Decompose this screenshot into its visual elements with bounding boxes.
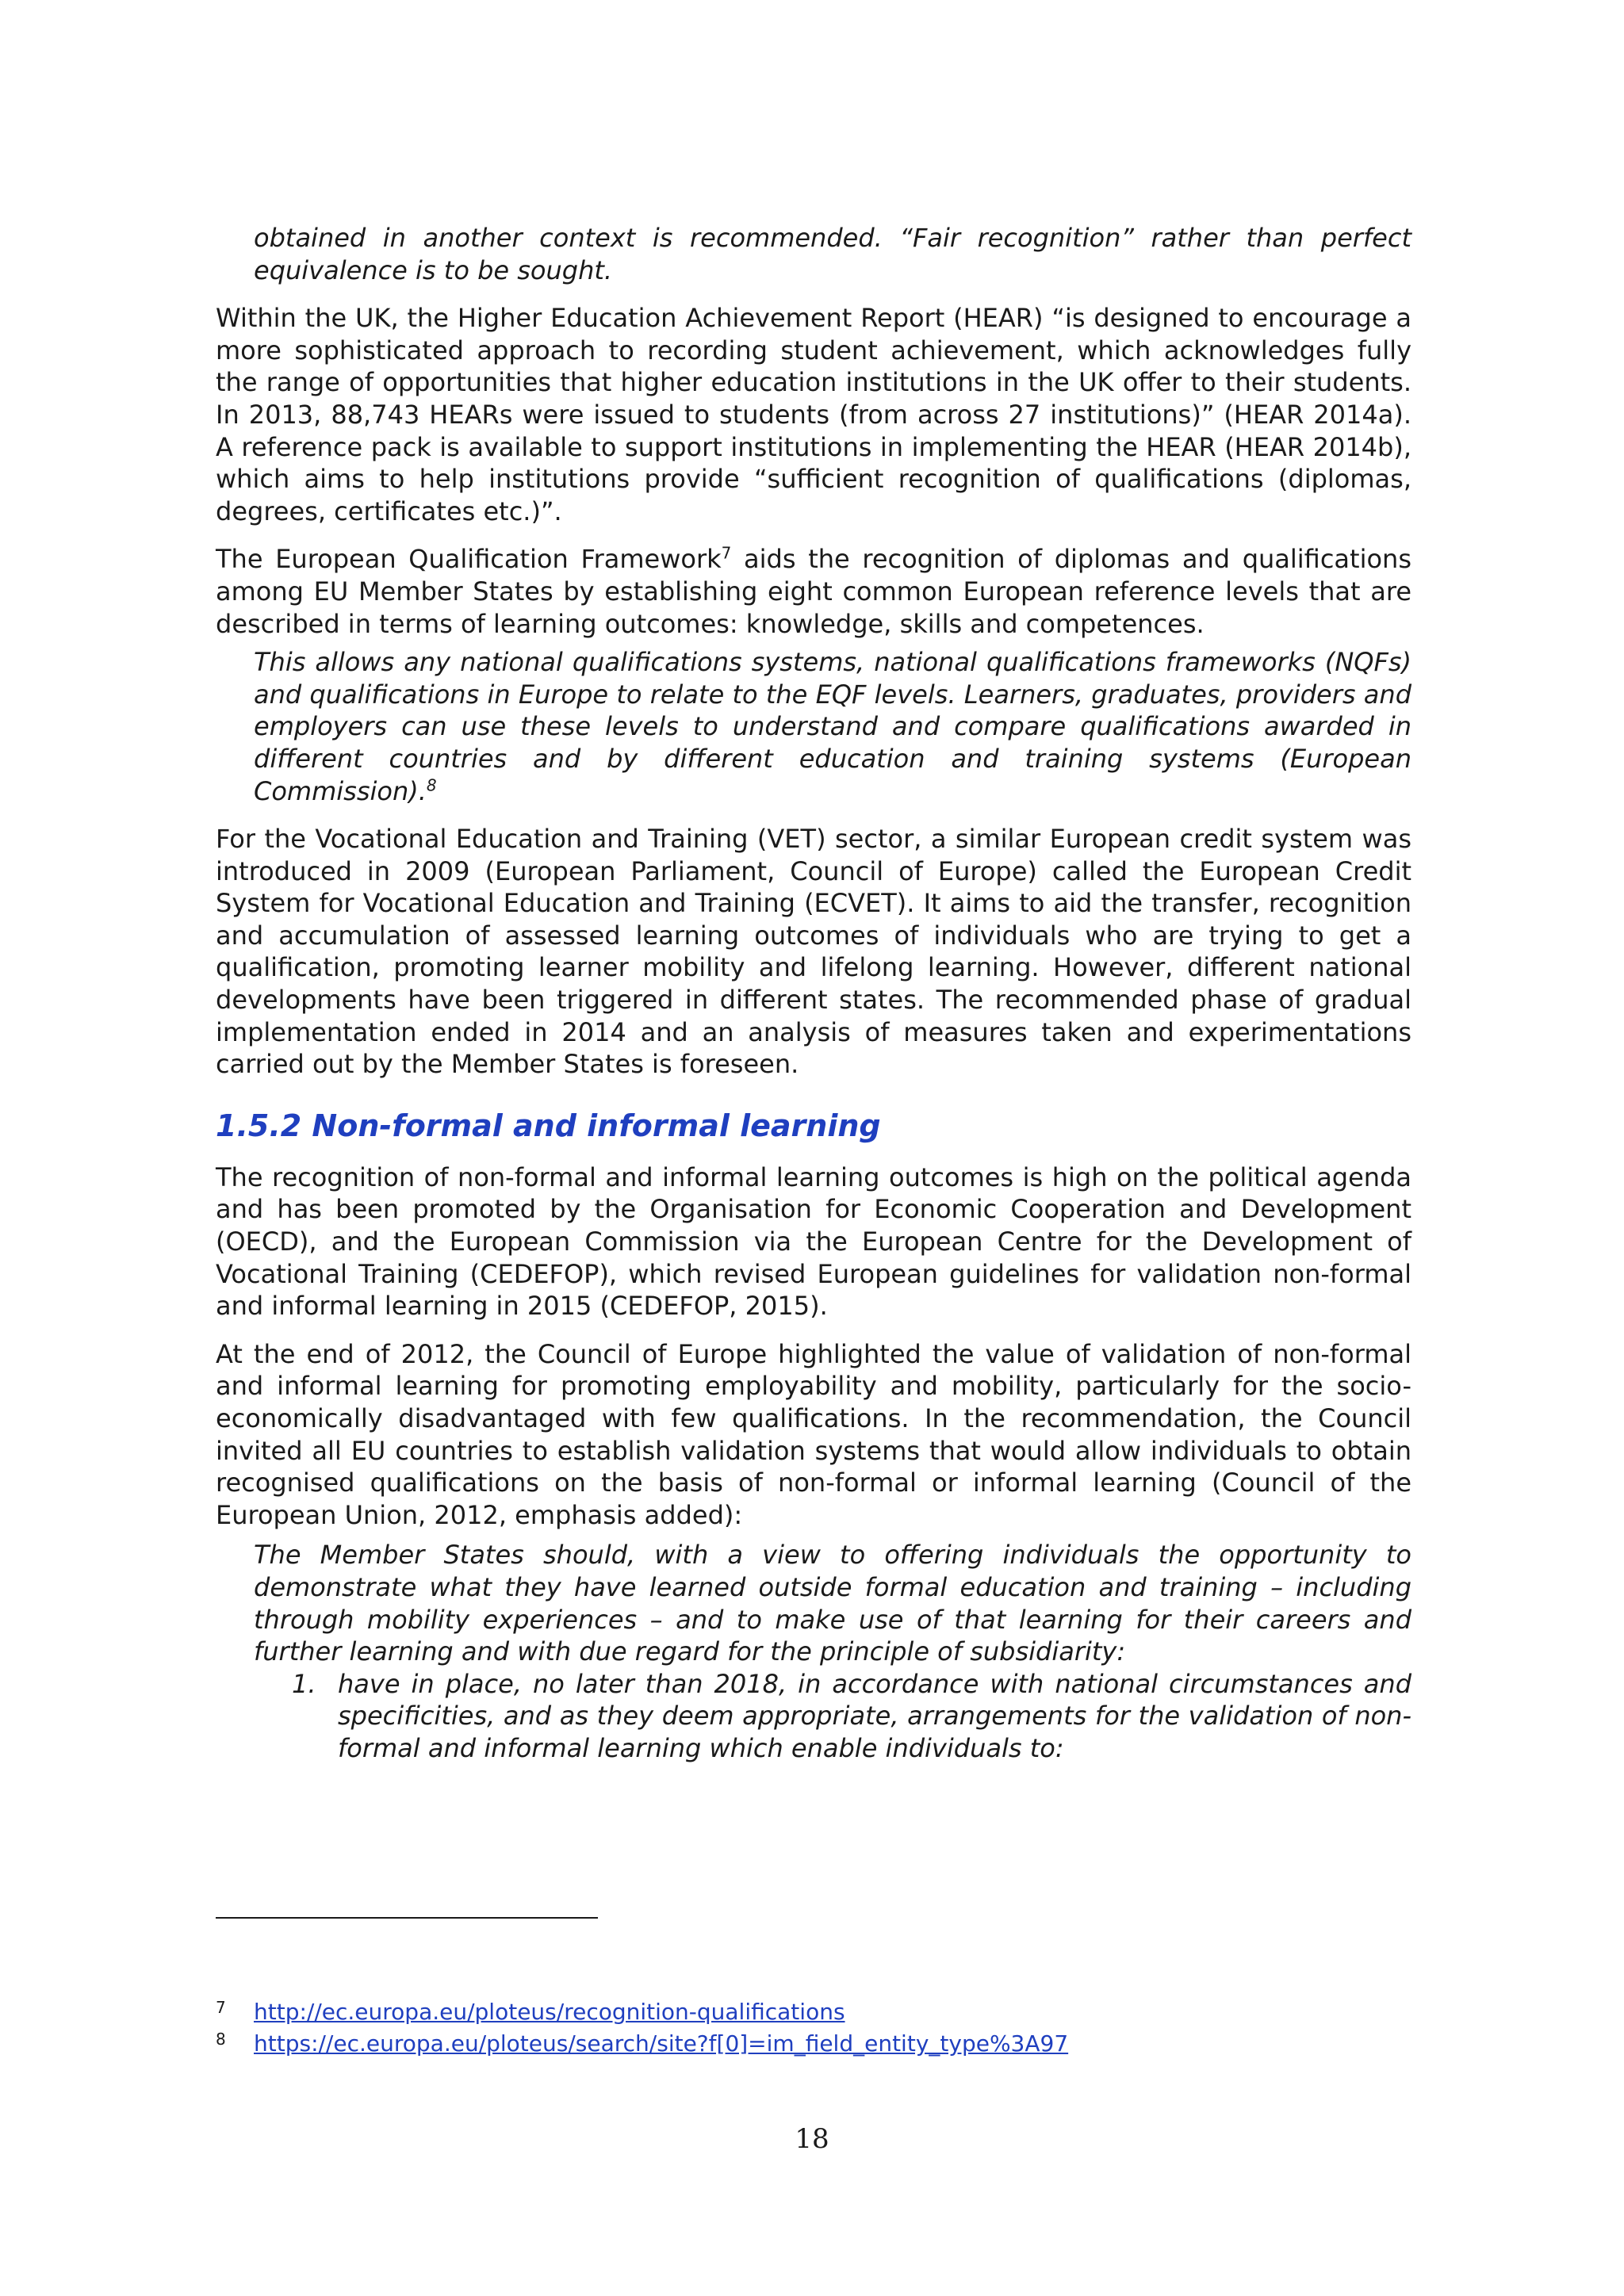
footnote-link[interactable]: http://ec.europa.eu/ploteus/recognition-qualifications (254, 1999, 845, 2025)
footnote-7 (216, 1996, 1411, 2028)
footnotes (216, 1996, 1411, 2060)
footnote-ref-7[interactable]: 7 (721, 543, 732, 563)
paragraph-vet: For the Vocational Education and Training (VET) sector, a similar European credit system was introduced in 2009 (European Parliament, Council of Europe) called the European Credit System for Vocational Education and Training (ECVET). It aims to aid the transfer, recognition and accumulation of assessed learning outcomes of individuals who are trying to get a qualification, promoting learner mobility and lifelong learning. However, different national developments have been triggered in different states. The recommended phase of gradual implementation ended in 2014 and an analysis of measures taken and experimentations carried out by the Member States is foreseen. (216, 824, 1411, 1080)
footnote-number: 8 (216, 2030, 226, 2049)
list-item (292, 1668, 1411, 1765)
footnote-ref-8[interactable]: 8 (426, 775, 437, 794)
paragraph-council: At the end of 2012, the Council of Europe highlighted the value of validation of non-formal and informal learning for promoting employability and mobility, particularly for the socio-economically disadvantaged with few qualifications. In the recommendation, the Council invited all EU countries to establish validation systems that would allow individuals to obtain recognised qualifications on the basis of non-formal or informal learning (Council of the European Union, 2012, emphasis added): (216, 1338, 1411, 1530)
paragraph-hear: Within the UK, the Higher Education Achievement Report (HEAR) “is designed to encourage a more sophisticated approach to recording student achievement, which acknowledges fully the range of opportunities that higher education institutions in the UK offer to their students. In 2013, 88,743 HEARs were issued to students (from across 27 institutions)” (HEAR 2014a). A reference pack is available to support institutions in implementing the HEAR (HEAR 2014b), which aims to help institutions provide “sufficient recognition of qualifications (diplomas, degrees, certificates etc.)”. (216, 303, 1411, 526)
quote-eqf (254, 646, 1411, 807)
paragraph-eqf (216, 543, 1411, 640)
footnote-separator (216, 1917, 598, 1919)
page-number: 18 (795, 2123, 829, 2155)
list-item-number: 1. (292, 1668, 316, 1699)
list-item-text: have in place, no later than 2018, in accordance with national circumstances and specificities, and as they deem appropriate, arrangements for the validation of non-formal and informal learning which enable individuals to: (338, 1668, 1411, 1763)
footnote-number: 7 (216, 1998, 226, 2017)
footnote-8 (216, 2028, 1411, 2060)
quote-continuation: obtained in another context is recommended. “Fair recognition” rather than perfect equivalence is to be sought. (254, 223, 1411, 285)
paragraph-recognition: The recognition of non-formal and informal learning outcomes is high on the political agenda and has been promoted by the Organisation for Economic Cooperation and Development (OECD), and the European Commission via the European Centre for the Development of Vocational Training (CEDEFOP), which revised European guidelines for validation non-formal and informal learning in 2015 (CEDEFOP, 2015). (216, 1161, 1411, 1322)
section-heading: 1.5.2 Non-formal and informal learning (216, 1108, 881, 1143)
quote-eqf-text: This allows any national qualifications systems, national qualifications frameworks (NQFs) and qualifications in Europe to relate to the EQF levels. Learners, graduates, providers and employers can use these levels to understand and compare qualifications awarded in different countries and by different education and training systems (European Commission). (254, 647, 1411, 806)
quote-council: The Member States should, with a view to offering individuals the opportunity to demonstrate what they have learned outside formal education and training – including through mobility experiences – and to make use of that learning for their careers and further learning and with due regard for the principle of subsidiarity: (254, 1540, 1411, 1667)
eqf-text-end: aids the recognition of diplomas and qualifications among EU Member States by establishing eight common European reference levels that are described in terms of learning outcomes: knowledge, skills and competences. (216, 544, 1412, 639)
footnote-link[interactable]: https://ec.europa.eu/ploteus/search/site?f[0]=im_field_entity_type%3A97 (254, 2030, 1069, 2057)
main-column (216, 222, 1411, 1765)
eqf-text-start: The European Qualification Framework (216, 544, 722, 575)
